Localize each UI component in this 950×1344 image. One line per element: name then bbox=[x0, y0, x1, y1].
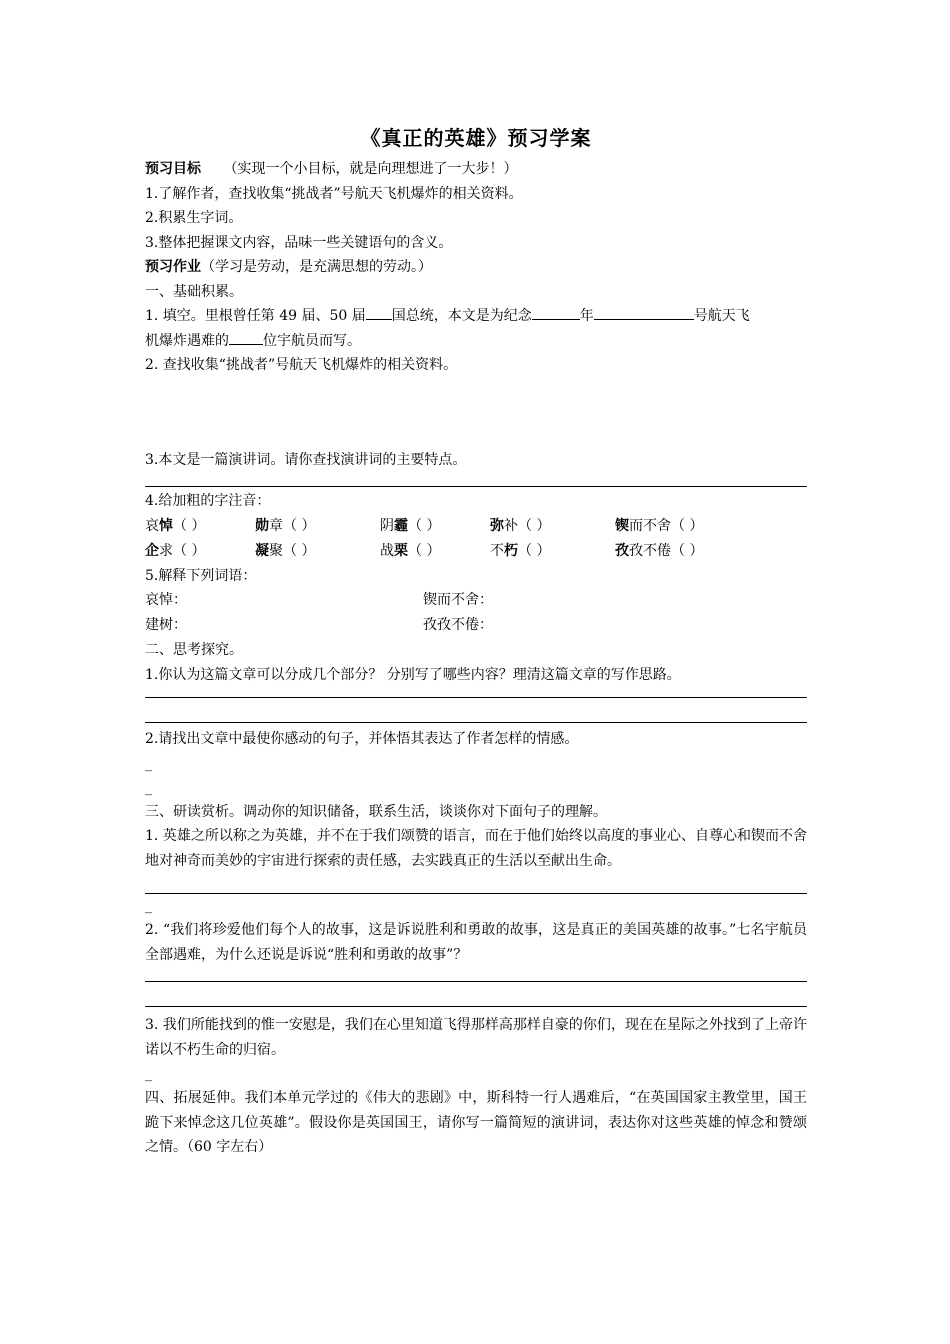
blank-country[interactable] bbox=[366, 305, 392, 320]
pinyin-row-2 bbox=[145, 539, 807, 564]
fill-text: 号航天飞 bbox=[693, 308, 750, 324]
fill-in-question-cont bbox=[145, 329, 807, 354]
homework-header bbox=[145, 255, 807, 280]
fill-text: 1. 填空。里根曾任第 49 届、50 届 bbox=[145, 308, 366, 324]
section3-heading: 三、研读赏析。调动你的知识储备，联系生活，谈谈你对下面句子的理解。 bbox=[145, 803, 607, 820]
question-speech-features: 3.本文是一篇演讲词。请你查找演讲词的主要特点。 bbox=[145, 451, 467, 468]
pinyin-item: 弥补（ ） bbox=[490, 517, 551, 534]
pinyin-item: 阴霾（ ） bbox=[380, 517, 441, 534]
fill-text: 机爆炸遇难的 bbox=[145, 332, 229, 349]
homework-label: 预习作业 bbox=[145, 259, 201, 275]
pinyin-item: 战栗（ ） bbox=[380, 542, 441, 559]
pinyin-item: 哀悼（ ） bbox=[145, 517, 206, 534]
blank-year[interactable] bbox=[532, 305, 580, 320]
fill-in-question bbox=[145, 304, 807, 329]
quote-question-3: 3. 我们所能找到的惟一安慰是，我们在心里知道飞得那样高那样自豪的你们，现在在星际之外找到了上帝许诺以不朽生命的归宿。 bbox=[145, 1017, 807, 1058]
section4-extension: 四、拓展延伸。我们本单元学过的《伟大的悲剧》中，斯科特一行人遇难后，“在英国国家主教堂里，国王跪下来悼念这几位英雄”。假设你是英国国王，请你写一篇简短的演讲词，表达你对这些英雄的悼念和赞颂之情。（60 字左右） bbox=[145, 1090, 807, 1155]
term: 孜孜不倦： bbox=[423, 617, 493, 633]
objective-item: 3.整体把握课文内容，品味一些关键语句的含义。 bbox=[145, 234, 453, 251]
pinyin-item: 凝聚（ ） bbox=[255, 542, 316, 559]
answer-line[interactable] bbox=[145, 722, 807, 723]
fill-text: 国总统，本文是为纪念 bbox=[391, 308, 532, 324]
fill-text: 年 bbox=[579, 308, 594, 324]
term: 锲而不舍： bbox=[423, 592, 493, 608]
objectives-header bbox=[145, 157, 807, 182]
worksheet bbox=[145, 120, 807, 1160]
term: 哀悼： bbox=[145, 592, 187, 608]
pinyin-item: 企求（ ） bbox=[145, 542, 206, 559]
homework-note: （学习是劳动，是充满思想的劳动。） bbox=[201, 259, 432, 275]
objective-item: 2.积累生字词。 bbox=[145, 210, 243, 226]
pinyin-item: 锲而不舍（ ） bbox=[615, 517, 704, 534]
blank-count[interactable] bbox=[229, 330, 263, 345]
pinyin-item: 孜孜不倦（ ） bbox=[615, 542, 704, 559]
answer-line-short[interactable]: _ bbox=[145, 755, 152, 772]
blank-shuttle[interactable] bbox=[594, 305, 694, 320]
question-structure: 1.你认为这篇文章可以分成几个部分？ 分别写了哪些内容？理清这篇文章的写作思路。 bbox=[145, 666, 681, 683]
answer-line-short[interactable]: _ bbox=[145, 898, 152, 914]
fill-text: 位宇航员而写。 bbox=[263, 332, 361, 349]
pinyin-item: 不朽（ ） bbox=[490, 542, 551, 559]
pinyin-label: 4.给加粗的字注音： bbox=[145, 493, 271, 509]
answer-line-short[interactable]: _ bbox=[145, 779, 152, 796]
quote-question-1: 1. 英雄之所以称之为英雄，并不在于我们颂赞的语言，而在于他们始终以高度的事业心、自尊心和锲而不舍地对神奇而美妙的宇宙进行探索的责任感，去实践真正的生活以至献出生命。 bbox=[145, 828, 807, 869]
objectives-note: （实现一个小目标，就是向理想进了一大步！） bbox=[223, 161, 518, 177]
answer-space[interactable] bbox=[145, 378, 807, 448]
answer-line[interactable] bbox=[145, 486, 807, 487]
quote-question-2: 2. “我们将珍爱他们每个人的故事，这是诉说胜利和勇敢的故事，这是真正的美国英雄的故事。”七名宇航员全部遇难，为什么还说是诉说“胜利和勇敢的故事”？ bbox=[145, 922, 807, 963]
define-terms bbox=[145, 588, 807, 638]
answer-line[interactable] bbox=[145, 1006, 807, 1007]
pinyin-item: 勋章（ ） bbox=[255, 517, 316, 534]
term: 建树： bbox=[145, 617, 187, 633]
objective-item: 1.了解作者，查找收集“挑战者”号航天飞机爆炸的相关资料。 bbox=[145, 185, 523, 202]
define-label: 5.解释下列词语： bbox=[145, 567, 257, 584]
question-research: 2. 查找收集“挑战者”号航天飞机爆炸的相关资料。 bbox=[145, 357, 458, 373]
section1-heading: 一、基础积累。 bbox=[145, 283, 243, 300]
page-title: 《真正的英雄》预习学案 bbox=[360, 126, 592, 150]
objectives-label: 预习目标 bbox=[145, 161, 201, 177]
answer-line-short[interactable]: _ bbox=[145, 1066, 152, 1082]
pinyin-row-1 bbox=[145, 514, 807, 539]
question-moving-sentence: 2.请找出文章中最使你感动的句子，并体悟其表达了作者怎样的情感。 bbox=[145, 731, 579, 747]
section2-heading: 二、思考探究。 bbox=[145, 642, 243, 658]
